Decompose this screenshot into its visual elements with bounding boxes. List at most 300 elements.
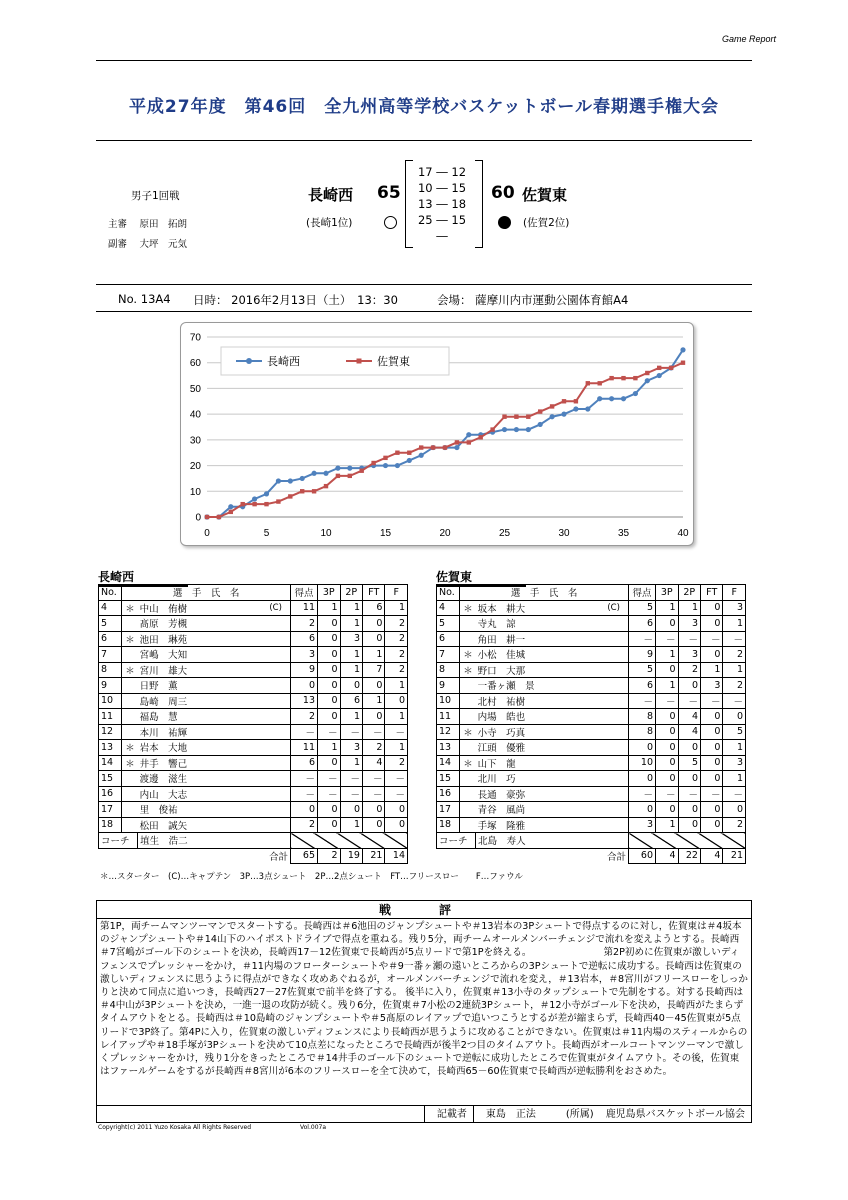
stat-cell: － [318,724,340,740]
stat-cell: 1 [723,662,746,678]
player-name: 井手 響己 [138,755,262,771]
stat-cell: 0 [678,740,700,756]
table-row [437,724,746,740]
player-number: 9 [437,678,460,694]
data-point [419,453,424,458]
captain-mark [599,616,628,632]
table-row [437,600,746,616]
data-point [288,478,293,483]
table-row [437,616,746,632]
stat-cell: 1 [340,709,362,725]
x-tick-label: 5 [263,528,270,539]
x-tick-label: 10 [320,528,332,539]
table-row [99,693,408,709]
col-f: F [385,585,408,601]
stat-cell: 0 [700,647,722,663]
legend-marker [357,359,362,364]
data-point [538,409,542,413]
home-box-score [98,584,408,864]
col-2p: 2P [340,585,362,601]
stat-cell: 2 [723,817,746,833]
captain-mark: (C) [599,600,628,616]
stat-cell: 2 [385,616,408,632]
stat-cell: 0 [700,771,722,787]
data-point [633,391,638,396]
captain-mark [261,740,290,756]
away-seed: (佐賀2位) [523,217,570,229]
home-seed: (長崎1位) [306,217,353,229]
stat-cell: 1 [318,600,340,616]
data-point [276,478,281,483]
player-number: 6 [437,631,460,647]
stat-cell: 2 [362,740,384,756]
starter-mark: ＊ [122,662,138,678]
stat-cell: 0 [678,771,700,787]
player-number: 8 [99,662,122,678]
data-point [574,399,578,403]
player-name: 野口 大那 [476,662,600,678]
starter-mark: ＊ [122,755,138,771]
info-bottom-rule [96,311,752,312]
home-score: 65 [377,183,401,203]
stat-cell: 0 [656,724,678,740]
col-no: No. [99,585,122,601]
captain-mark [599,817,628,833]
stat-cell: － [629,786,656,802]
stat-cell: 2 [723,647,746,663]
stat-cell: 0 [318,678,340,694]
table-row [99,771,408,787]
stat-cell: 1 [340,755,362,771]
version: Vol.007a [300,1124,327,1131]
home-table-title: 長崎西 [98,568,188,587]
x-tick-label: 30 [558,528,570,539]
data-point [419,445,423,449]
stat-cell: 2 [678,662,700,678]
stat-cell: 0 [656,662,678,678]
starter-mark [122,647,138,663]
starter-mark [460,693,476,709]
stat-cell: 3 [340,740,362,756]
player-name: 宮川 雄大 [138,662,262,678]
table-row [99,616,408,632]
player-number: 10 [437,693,460,709]
stat-cell: － [700,786,722,802]
data-point [609,376,613,380]
captain-mark [261,771,290,787]
table-row [437,678,746,694]
data-point [205,515,209,519]
away-box-score [436,584,746,864]
stat-cell: － [678,631,700,647]
stat-cell: 1 [318,740,340,756]
stat-cell: 0 [723,802,746,818]
x-tick-label: 15 [379,528,392,539]
player-number: 18 [437,817,460,833]
captain-mark [599,724,628,740]
player-name: 長通 豪弥 [476,786,600,802]
stat-cell: 0 [340,678,362,694]
game-datetime: 日時： 2016年2月13日（土） 13：30 [193,293,398,307]
starter-mark: ＊ [460,600,476,616]
referee-main [108,216,187,230]
referee-sub [108,236,187,250]
data-point [597,396,602,401]
table-row [437,771,746,787]
starter-mark [460,678,476,694]
player-name: 中山 侑樹 [138,600,262,616]
stat-cell: － [656,693,678,709]
player-name: 松田 誠矢 [138,817,262,833]
stat-cell: － [291,771,318,787]
col-pts: 得点 [291,585,318,601]
player-number: 13 [437,740,460,756]
stat-cell: － [700,631,722,647]
coach-blank [291,833,408,849]
data-point [323,471,328,476]
player-name: 本川 祐輝 [138,724,262,740]
stat-cell: 0 [318,662,340,678]
away-header-row [437,585,746,601]
score-progression-chart [180,322,694,546]
stat-cell: 1 [362,693,384,709]
table-row [99,631,408,647]
referee-sub-label: 副審 [108,239,128,250]
data-point [407,458,412,463]
stat-cell: 0 [629,802,656,818]
stat-cell: － [385,786,408,802]
table-row [437,693,746,709]
stat-cell: 1 [340,817,362,833]
stat-cell: 6 [629,678,656,694]
player-name: 髙原 芳槻 [138,616,262,632]
data-point [443,445,447,449]
stat-cell: 0 [385,693,408,709]
total-row [437,848,746,864]
title-rule [96,140,752,141]
captain-mark [599,678,628,694]
stat-cell: － [385,724,408,740]
table-row [437,709,746,725]
table-row [99,662,408,678]
table-row [99,817,408,833]
stat-cell: 2 [291,616,318,632]
stat-cell: 6 [340,693,362,709]
player-name: 手塚 隆雅 [476,817,600,833]
captain-mark [599,755,628,771]
col-ft: FT [362,585,384,601]
home-team-name: 長崎西 [308,186,354,204]
stat-cell: 0 [629,740,656,756]
stat-cell: 6 [291,755,318,771]
player-number: 12 [437,724,460,740]
table-row [99,724,408,740]
stat-cell: 8 [629,709,656,725]
referee-main-name: 原田 拓朗 [139,219,188,230]
player-name: 坂本 耕大 [476,600,600,616]
stat-cell: 0 [656,709,678,725]
table-row [437,802,746,818]
stat-cell: 4 [678,709,700,725]
total-cell: 21 [723,848,746,864]
stat-cell: 1 [700,662,722,678]
stat-cell: 0 [678,678,700,694]
stat-cell: 5 [723,724,746,740]
player-number: 16 [437,786,460,802]
col-pts: 得点 [629,585,656,601]
starter-mark [122,771,138,787]
player-name: 内山 大志 [138,786,262,802]
captain-mark [599,693,628,709]
stat-cell: － [723,786,746,802]
game-number: No. 13A4 [118,292,171,306]
total-row [99,848,408,864]
data-point [395,463,400,468]
table-row [437,647,746,663]
captain-mark [599,631,628,647]
periods-bracket-left [405,160,413,248]
stat-cell: 10 [629,755,656,771]
captain-mark [261,817,290,833]
period-2: 10 ― 15 [417,181,467,195]
data-point [550,404,554,408]
away-team-name: 佐賀東 [522,186,568,204]
data-point [621,396,626,401]
player-name: 山下 龍 [476,755,600,771]
player-name: 角田 耕一 [476,631,600,647]
stat-cell: 3 [700,678,722,694]
total-cell: 2 [318,848,340,864]
period-scores [413,164,471,244]
stat-cell: － [291,724,318,740]
y-tick-label: 30 [189,435,201,447]
data-point [300,476,305,481]
col-no: No. [437,585,460,601]
player-name: 小松 佳城 [476,647,600,663]
legend-label: 長崎西 [267,355,300,368]
starter-mark [122,678,138,694]
captain-mark [261,724,290,740]
captain-mark [261,647,290,663]
captain-mark [599,771,628,787]
data-point [217,515,221,519]
stat-cell: 6 [291,631,318,647]
affiliation-name: 鹿児島県バスケットボール協会 [605,1109,745,1120]
starter-mark [460,817,476,833]
x-tick-label: 0 [204,528,210,539]
stat-cell: 0 [700,740,722,756]
stat-cell: － [340,724,362,740]
stat-cell: 3 [629,817,656,833]
data-point [502,415,506,419]
player-number: 13 [99,740,122,756]
data-point [264,491,269,496]
stat-cell: 0 [362,802,384,818]
stat-cell: 0 [700,616,722,632]
table-row [437,755,746,771]
player-number: 12 [99,724,122,740]
data-point [312,471,317,476]
period-3: 13 ― 18 [417,197,467,211]
total-cell: 19 [340,848,362,864]
stat-cell: 0 [700,802,722,818]
data-point [514,415,518,419]
data-point [490,427,494,431]
period-4: 25 ― 15 [417,213,467,227]
player-number: 16 [99,786,122,802]
data-point [669,366,673,370]
stat-cell: 2 [291,709,318,725]
data-point [467,440,471,444]
away-table-title: 佐賀東 [436,568,526,587]
stat-cell: 9 [629,647,656,663]
x-tick-label: 35 [617,528,630,539]
data-point [538,422,543,427]
referee-main-label: 主審 [108,219,128,230]
data-point [681,361,685,365]
stat-cell: 2 [385,647,408,663]
starter-mark [122,693,138,709]
player-name: 福島 慧 [138,709,262,725]
starter-mark: ＊ [122,740,138,756]
player-name: 日野 薫 [138,678,262,694]
stat-cell: － [318,786,340,802]
table-row [99,740,408,756]
stat-cell: 0 [700,724,722,740]
stat-cell: 3 [678,616,700,632]
player-number: 5 [99,616,122,632]
table-row [437,662,746,678]
data-point [252,496,257,501]
table-row [99,755,408,771]
player-name: 江頭 優雅 [476,740,600,756]
stat-cell: 3 [723,755,746,771]
stat-cell: － [362,786,384,802]
table-row [99,600,408,616]
data-point [657,373,662,378]
data-point [395,451,399,455]
coach-blank [629,833,746,849]
stat-cell: 0 [656,616,678,632]
total-cell: 4 [700,848,722,864]
data-point [502,427,507,432]
stat-cell: 2 [385,662,408,678]
y-tick-label: 70 [189,332,201,344]
data-point [324,484,328,488]
stat-cell: 0 [340,802,362,818]
stat-cell: 1 [723,740,746,756]
data-point [455,440,459,444]
captain-mark [599,802,628,818]
starter-mark [460,631,476,647]
stat-cell: 0 [700,755,722,771]
legend-label: 佐賀東 [377,355,410,368]
player-number: 11 [437,709,460,725]
affiliation-label: (所属) [565,1109,594,1120]
stat-cell: 0 [318,709,340,725]
stat-cell: － [656,786,678,802]
table-row [437,817,746,833]
data-point [645,371,649,375]
stat-cell: 3 [340,631,362,647]
data-point [383,463,388,468]
stat-cell: 1 [385,600,408,616]
starter-mark [122,709,138,725]
stat-cell: 2 [723,678,746,694]
player-number: 17 [99,802,122,818]
stat-cell: 5 [629,600,656,616]
captain-mark [261,755,290,771]
captain-mark [261,709,290,725]
stat-cell: 1 [656,600,678,616]
data-point [335,466,340,471]
stat-cell: － [678,786,700,802]
player-number: 10 [99,693,122,709]
stat-cell: 0 [318,616,340,632]
data-point [241,502,245,506]
stat-cell: － [629,631,656,647]
periods-bracket-right [475,160,483,248]
stat-cell: 0 [318,693,340,709]
col-ft: FT [700,585,722,601]
stat-cell: 0 [318,631,340,647]
stat-cell: 11 [291,740,318,756]
stat-cell: － [723,693,746,709]
stat-cell: 1 [656,817,678,833]
stat-cell: 13 [291,693,318,709]
data-point [229,510,233,514]
y-tick-label: 60 [189,358,201,370]
player-name: 渡邊 滋生 [138,771,262,787]
stat-cell: － [678,693,700,709]
data-point [609,396,614,401]
stat-cell: 6 [362,600,384,616]
player-name: 青谷 風尚 [476,802,600,818]
stat-cell: 0 [656,802,678,818]
total-cell: 65 [291,848,318,864]
data-point [633,376,637,380]
player-number: 5 [437,616,460,632]
player-name: 池田 琳苑 [138,631,262,647]
player-name: 内場 皓也 [476,709,600,725]
starter-mark [122,802,138,818]
data-point [312,489,316,493]
stat-cell: 0 [291,802,318,818]
referee-sub-name: 大坪 元気 [139,239,188,250]
col-name: 選 手 氏 名 [122,585,291,601]
stat-cell: 0 [700,600,722,616]
stat-cell: 0 [318,755,340,771]
captain-mark [599,709,628,725]
stat-cell: 5 [678,755,700,771]
table-row [99,786,408,802]
stat-cell: 0 [700,817,722,833]
data-point [276,499,280,503]
data-point [466,432,471,437]
starter-mark [122,786,138,802]
captain-mark [261,616,290,632]
data-point [479,435,483,439]
player-name: 里 俊祐 [138,802,262,818]
player-name: 小寺 巧真 [476,724,600,740]
stat-cell: － [291,786,318,802]
info-top-rule [96,284,752,285]
coach-row [99,833,408,849]
player-name: 宮嶋 大知 [138,647,262,663]
y-tick-label: 10 [189,486,201,498]
data-point [371,461,375,465]
period-ot: ― [436,229,448,243]
